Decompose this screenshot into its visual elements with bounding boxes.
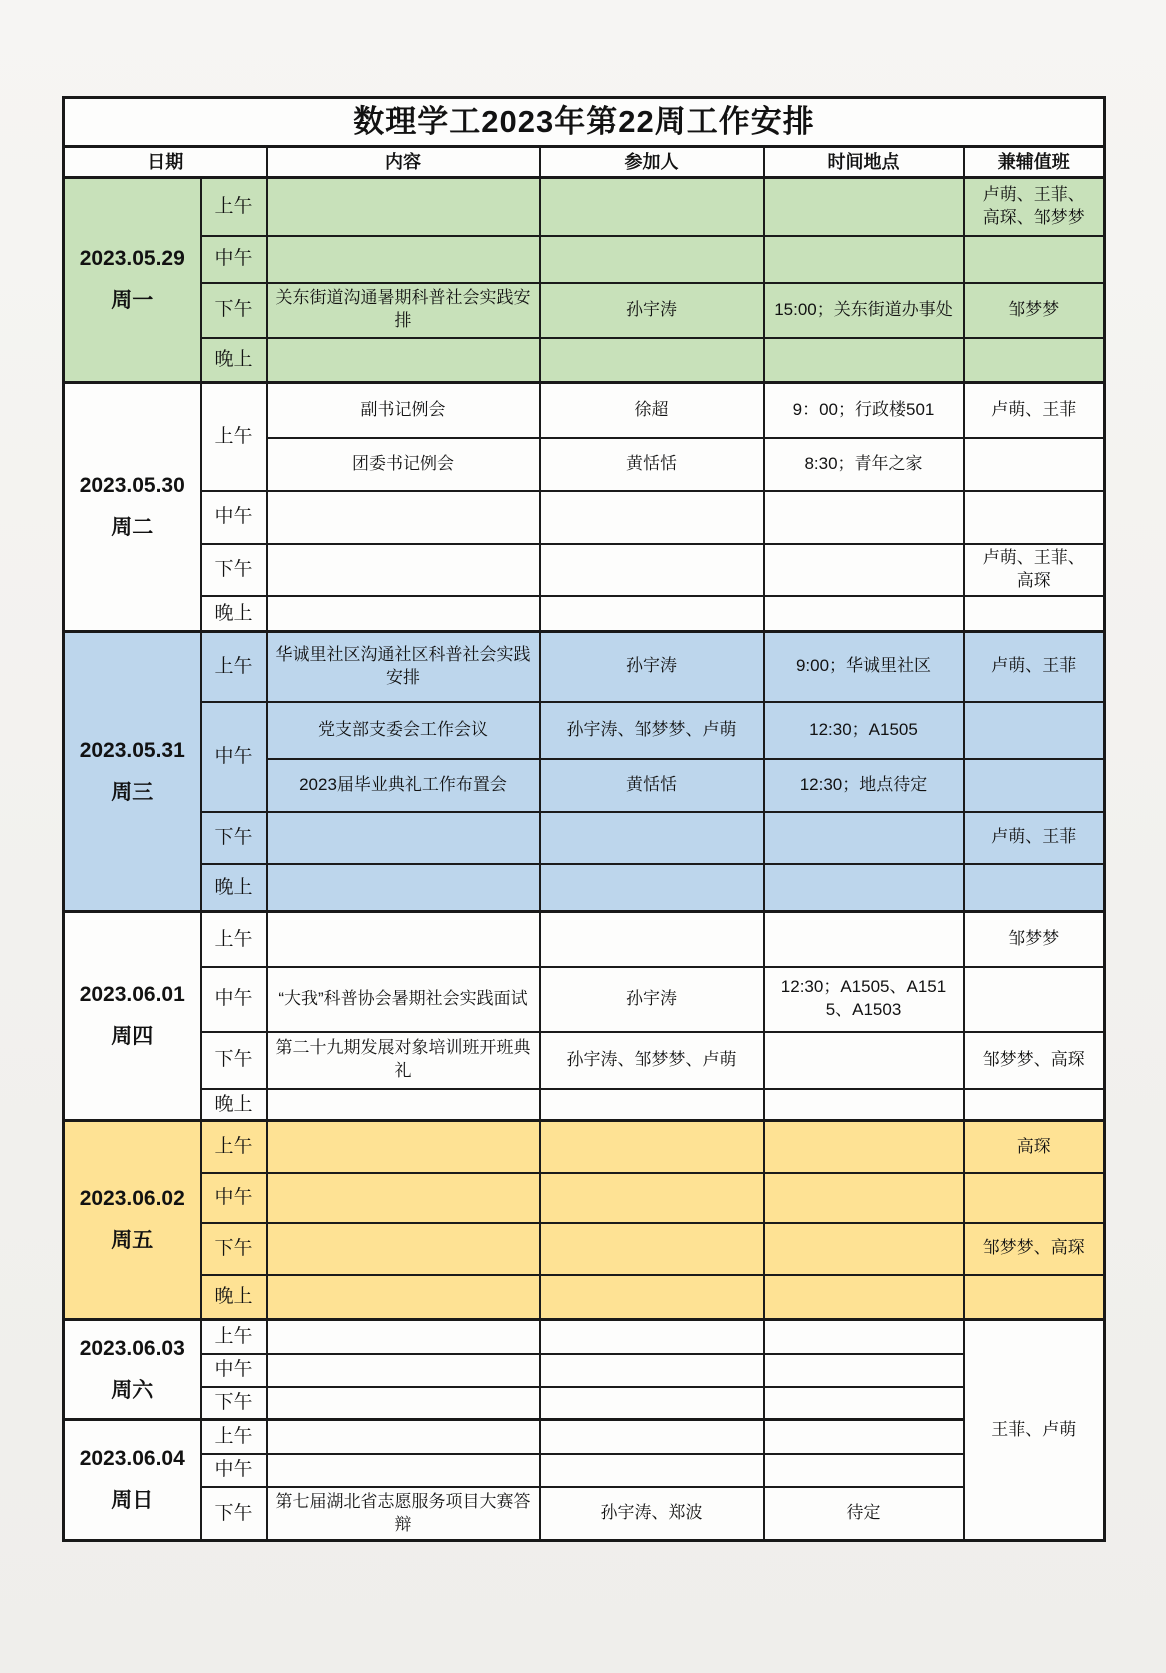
cell-participants: 孙宇涛 xyxy=(540,283,764,338)
date-text: 2023.06.02 xyxy=(79,1187,185,1211)
cell-participants xyxy=(540,864,764,912)
day-group-2023-05-29 xyxy=(64,178,1105,383)
cell-content: 华诚里社区沟通社区科普社会实践安排 xyxy=(267,632,540,702)
day-group-2023-05-30 xyxy=(64,383,1105,632)
cell-participants xyxy=(540,1223,764,1275)
cell-participants: 孙宇涛、邹梦梦、卢萌 xyxy=(540,702,764,759)
cell-slot: 上午 xyxy=(201,912,267,967)
cell-time-place: 12:30；A1505、A1515、A1503 xyxy=(764,967,964,1032)
weekday-text: 周一 xyxy=(111,289,154,313)
cell-participants: 孙宇涛、郑波 xyxy=(540,1487,764,1541)
cell-duty xyxy=(964,596,1105,632)
cell-participants xyxy=(540,1354,764,1387)
cell-content xyxy=(267,178,540,236)
cell-time-place: 12:30；地点待定 xyxy=(764,759,964,812)
cell-time-place xyxy=(764,912,964,967)
cell-participants xyxy=(540,178,764,236)
cell-participants xyxy=(540,1121,764,1173)
cell-content xyxy=(267,491,540,544)
weekday-text: 周日 xyxy=(111,1489,154,1513)
cell-date xyxy=(64,1121,201,1320)
cell-time-place xyxy=(764,544,964,596)
duty-text: 卢萌、王菲、高琛 xyxy=(982,547,1085,590)
cell-slot: 下午 xyxy=(201,1487,267,1541)
cell-time-place xyxy=(764,236,964,283)
cell-time-place xyxy=(764,1173,964,1223)
cell-slot: 中午 xyxy=(201,236,267,283)
column-header-content: 内容 xyxy=(267,146,540,177)
cell-content xyxy=(267,864,540,912)
cell-content xyxy=(267,912,540,967)
cell-participants xyxy=(540,596,764,632)
cell-slot: 上午 xyxy=(201,1420,267,1454)
cell-duty xyxy=(964,1275,1105,1320)
cell-participants xyxy=(540,338,764,383)
cell-slot: 下午 xyxy=(201,1223,267,1275)
cell-participants: 孙宇涛 xyxy=(540,632,764,702)
cell-content: 关东街道沟通暑期科普社会实践安排 xyxy=(267,283,540,338)
cell-slot: 上午 xyxy=(201,632,267,702)
cell-content: 第二十九期发展对象培训班开班典礼 xyxy=(267,1032,540,1089)
cell-content xyxy=(267,1354,540,1387)
cell-content xyxy=(267,1420,540,1454)
cell-time-place xyxy=(764,1121,964,1173)
cell-slot: 下午 xyxy=(201,1032,267,1089)
cell-slot: 上午 xyxy=(201,383,267,491)
date-text: 2023.05.29 xyxy=(79,247,185,271)
weekday-text: 周三 xyxy=(111,780,154,804)
cell-content xyxy=(267,1454,540,1487)
cell-slot: 晚上 xyxy=(201,1089,267,1121)
cell-participants: 黄恬恬 xyxy=(540,759,764,812)
cell-time-place xyxy=(764,178,964,236)
day-group-weekend xyxy=(64,1320,1105,1541)
date-text: 2023.06.04 xyxy=(79,1447,185,1471)
date-text: 2023.06.01 xyxy=(79,983,185,1007)
cell-time-place xyxy=(764,491,964,544)
cell-participants xyxy=(540,544,764,596)
cell-slot: 中午 xyxy=(201,702,267,812)
cell-time-place xyxy=(764,812,964,864)
cell-duty: 邹梦梦、高琛 xyxy=(964,1032,1105,1089)
cell-time-place xyxy=(764,1454,964,1487)
cell-time-place xyxy=(764,1089,964,1121)
cell-participants: 孙宇涛、邹梦梦、卢萌 xyxy=(540,1032,764,1089)
cell-duty: 邹梦梦、高琛 xyxy=(964,1223,1105,1275)
cell-content xyxy=(267,596,540,632)
cell-participants xyxy=(540,1089,764,1121)
cell-participants xyxy=(540,236,764,283)
cell-time-place: 15:00；关东街道办事处 xyxy=(764,283,964,338)
column-header-participants: 参加人 xyxy=(540,146,764,177)
cell-participants xyxy=(540,1454,764,1487)
cell-participants xyxy=(540,1275,764,1320)
cell-slot: 下午 xyxy=(201,283,267,338)
cell-time-place xyxy=(764,1032,964,1089)
cell-slot: 上午 xyxy=(201,178,267,236)
page-title: 数理学工2023年第22周工作安排 xyxy=(64,98,1105,147)
cell-duty xyxy=(964,967,1105,1032)
cell-content xyxy=(267,1275,540,1320)
cell-content xyxy=(267,1320,540,1354)
cell-duty xyxy=(964,178,1105,236)
column-header-date: 日期 xyxy=(64,146,267,177)
cell-participants: 黄恬恬 xyxy=(540,438,764,491)
cell-content: 团委书记例会 xyxy=(267,438,540,491)
cell-time-place xyxy=(764,864,964,912)
cell-duty: 卢萌、王菲 xyxy=(964,812,1105,864)
cell-time-place xyxy=(764,1354,964,1387)
cell-content: “大我”科普协会暑期社会实践面试 xyxy=(267,967,540,1032)
cell-slot: 晚上 xyxy=(201,596,267,632)
weekly-schedule-table xyxy=(62,96,1106,1542)
day-group-2023-05-31 xyxy=(64,632,1105,912)
cell-content: 副书记例会 xyxy=(267,383,540,438)
cell-date xyxy=(64,383,201,632)
cell-duty xyxy=(964,1089,1105,1121)
cell-duty: 邹梦梦 xyxy=(964,912,1105,967)
cell-duty: 高琛 xyxy=(964,1121,1105,1173)
cell-duty xyxy=(964,491,1105,544)
weekday-text: 周六 xyxy=(111,1378,154,1402)
cell-slot: 晚上 xyxy=(201,1275,267,1320)
cell-slot: 中午 xyxy=(201,491,267,544)
cell-content: 2023届毕业典礼工作布置会 xyxy=(267,759,540,812)
cell-slot: 上午 xyxy=(201,1320,267,1354)
cell-time-place xyxy=(764,1320,964,1354)
cell-time-place xyxy=(764,338,964,383)
cell-content xyxy=(267,1387,540,1420)
column-header-time-place: 时间地点 xyxy=(764,146,964,177)
date-text: 2023.06.03 xyxy=(79,1336,185,1360)
cell-duty xyxy=(964,544,1105,596)
column-header-duty: 兼辅值班 xyxy=(964,146,1105,177)
cell-slot: 下午 xyxy=(201,1387,267,1420)
cell-time-place xyxy=(764,1420,964,1454)
cell-time-place: 9:00；华诚里社区 xyxy=(764,632,964,702)
cell-participants xyxy=(540,1173,764,1223)
cell-content: 党支部支委会工作会议 xyxy=(267,702,540,759)
cell-participants: 徐超 xyxy=(540,383,764,438)
cell-participants xyxy=(540,912,764,967)
date-text: 2023.05.30 xyxy=(79,474,185,498)
cell-participants xyxy=(540,812,764,864)
cell-participants: 孙宇涛 xyxy=(540,967,764,1032)
duty-text: 卢萌、王菲、高琛、邹梦梦 xyxy=(982,184,1085,227)
cell-duty: 卢萌、王菲 xyxy=(964,383,1105,438)
cell-slot: 中午 xyxy=(201,1173,267,1223)
weekday-text: 周五 xyxy=(111,1229,154,1253)
cell-participants xyxy=(540,1387,764,1420)
cell-duty: 邹梦梦 xyxy=(964,283,1105,338)
cell-time-place: 待定 xyxy=(764,1487,964,1541)
cell-participants xyxy=(540,1320,764,1354)
cell-duty xyxy=(964,236,1105,283)
cell-duty xyxy=(964,338,1105,383)
cell-time-place xyxy=(764,1275,964,1320)
day-group-2023-06-01 xyxy=(64,912,1105,1121)
cell-slot: 中午 xyxy=(201,967,267,1032)
cell-duty xyxy=(964,702,1105,759)
cell-time-place: 8:30；青年之家 xyxy=(764,438,964,491)
cell-time-place xyxy=(764,1387,964,1420)
cell-slot: 晚上 xyxy=(201,338,267,383)
cell-slot: 下午 xyxy=(201,812,267,864)
cell-slot: 中午 xyxy=(201,1354,267,1387)
cell-date xyxy=(64,178,201,383)
cell-participants xyxy=(540,491,764,544)
weekday-text: 周四 xyxy=(111,1025,154,1049)
cell-time-place: 12:30；A1505 xyxy=(764,702,964,759)
cell-content xyxy=(267,236,540,283)
cell-duty xyxy=(964,759,1105,812)
weekday-text: 周二 xyxy=(111,516,154,540)
cell-content xyxy=(267,812,540,864)
cell-content xyxy=(267,1173,540,1223)
cell-content: 第七届湖北省志愿服务项目大赛答辩 xyxy=(267,1487,540,1541)
cell-time-place xyxy=(764,596,964,632)
cell-date xyxy=(64,1320,201,1420)
cell-duty xyxy=(964,864,1105,912)
cell-content xyxy=(267,1223,540,1275)
day-group-2023-06-02 xyxy=(64,1121,1105,1320)
cell-duty: 卢萌、王菲 xyxy=(964,632,1105,702)
cell-duty: 王菲、卢萌 xyxy=(964,1320,1105,1541)
cell-duty xyxy=(964,438,1105,491)
cell-date xyxy=(64,632,201,912)
cell-content xyxy=(267,338,540,383)
cell-time-place xyxy=(764,1223,964,1275)
date-text: 2023.05.31 xyxy=(79,738,185,762)
cell-content xyxy=(267,1089,540,1121)
cell-content xyxy=(267,544,540,596)
cell-time-place: 9：00；行政楼501 xyxy=(764,383,964,438)
cell-duty xyxy=(964,1173,1105,1223)
cell-slot: 中午 xyxy=(201,1454,267,1487)
cell-slot: 晚上 xyxy=(201,864,267,912)
cell-date xyxy=(64,912,201,1121)
cell-participants xyxy=(540,1420,764,1454)
cell-slot: 下午 xyxy=(201,544,267,596)
cell-slot: 上午 xyxy=(201,1121,267,1173)
cell-date xyxy=(64,1420,201,1541)
cell-content xyxy=(267,1121,540,1173)
